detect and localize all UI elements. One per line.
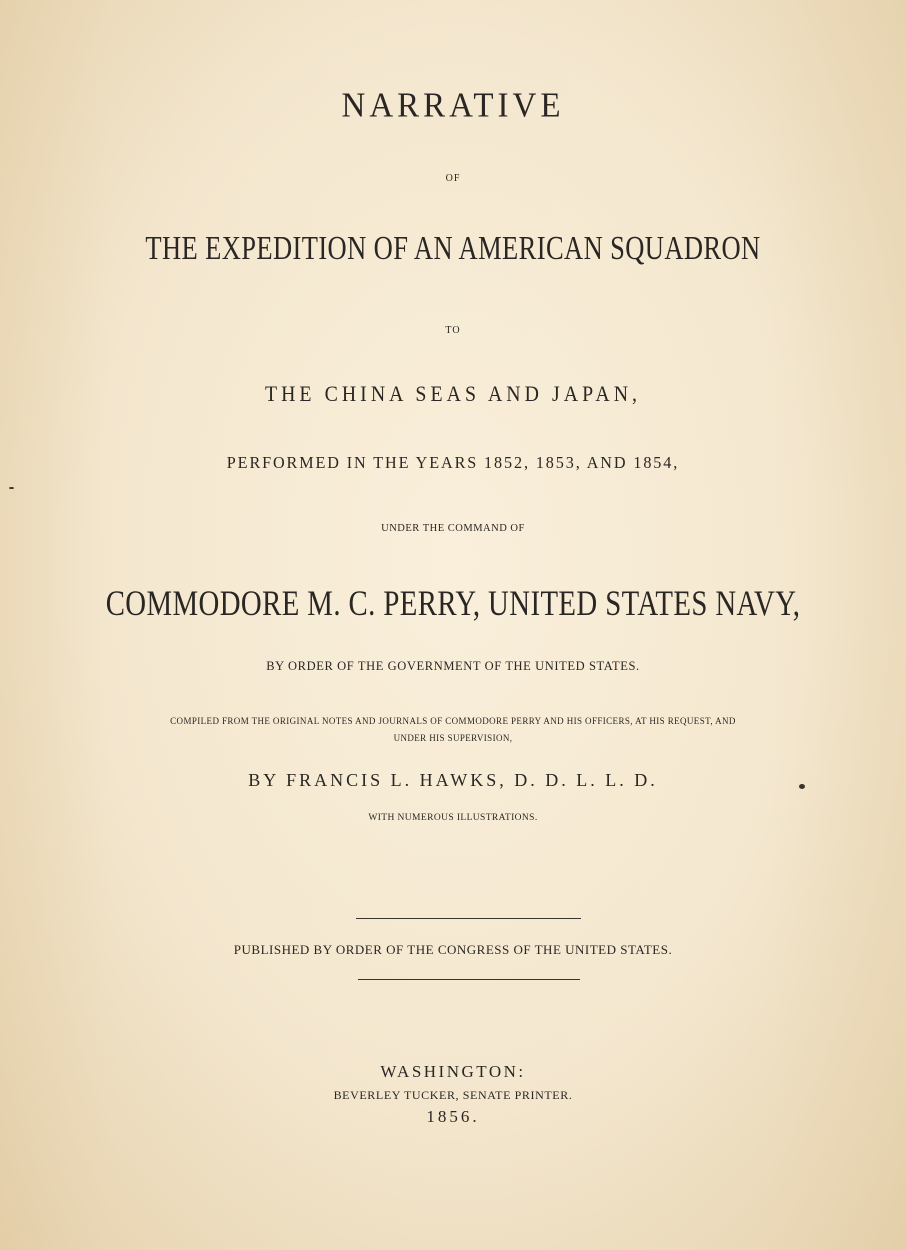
author-line: BY FRANCIS L. HAWKS, D. D. L. L. D.	[248, 770, 658, 790]
ink-speck	[9, 487, 14, 489]
heading-narrative: NARRATIVE	[341, 87, 565, 125]
imprint-year: 1856.	[426, 1107, 480, 1126]
illustrations-line: WITH NUMEROUS ILLUSTRATIONS.	[368, 813, 538, 823]
compiled-line-1: COMPILED FROM THE ORIGINAL NOTES AND JOURNALS OF COMMODORE PERRY AND HIS OFFICERS, AT HIS REQUEST, AND	[170, 716, 736, 726]
published-by-line: PUBLISHED BY ORDER OF THE CONGRESS OF THE UNITED STATES.	[233, 942, 673, 957]
connector-of: OF	[445, 173, 461, 184]
connector-to: TO	[445, 325, 461, 336]
upper-divider	[356, 918, 581, 919]
main-title: THE EXPEDITION OF AN AMERICAN SQUADRON	[145, 230, 761, 267]
compiled-line-2: UNDER HIS SUPERVISION,	[393, 733, 513, 743]
imprint-printer: BEVERLEY TUCKER, SENATE PRINTER.	[333, 1088, 573, 1102]
under-command-line: UNDER THE COMMAND OF	[381, 523, 525, 534]
lower-divider	[358, 979, 580, 980]
imprint-city: WASHINGTON:	[380, 1062, 526, 1081]
ink-speck	[799, 784, 805, 789]
commander-line: COMMODORE M. C. PERRY, UNITED STATES NAVY,	[105, 583, 801, 623]
destination-line: THE CHINA SEAS AND JAPAN,	[264, 381, 642, 406]
by-order-line: BY ORDER OF THE GOVERNMENT OF THE UNITED STATES.	[266, 659, 640, 673]
years-line: PERFORMED IN THE YEARS 1852, 1853, AND 1854,	[226, 453, 680, 472]
